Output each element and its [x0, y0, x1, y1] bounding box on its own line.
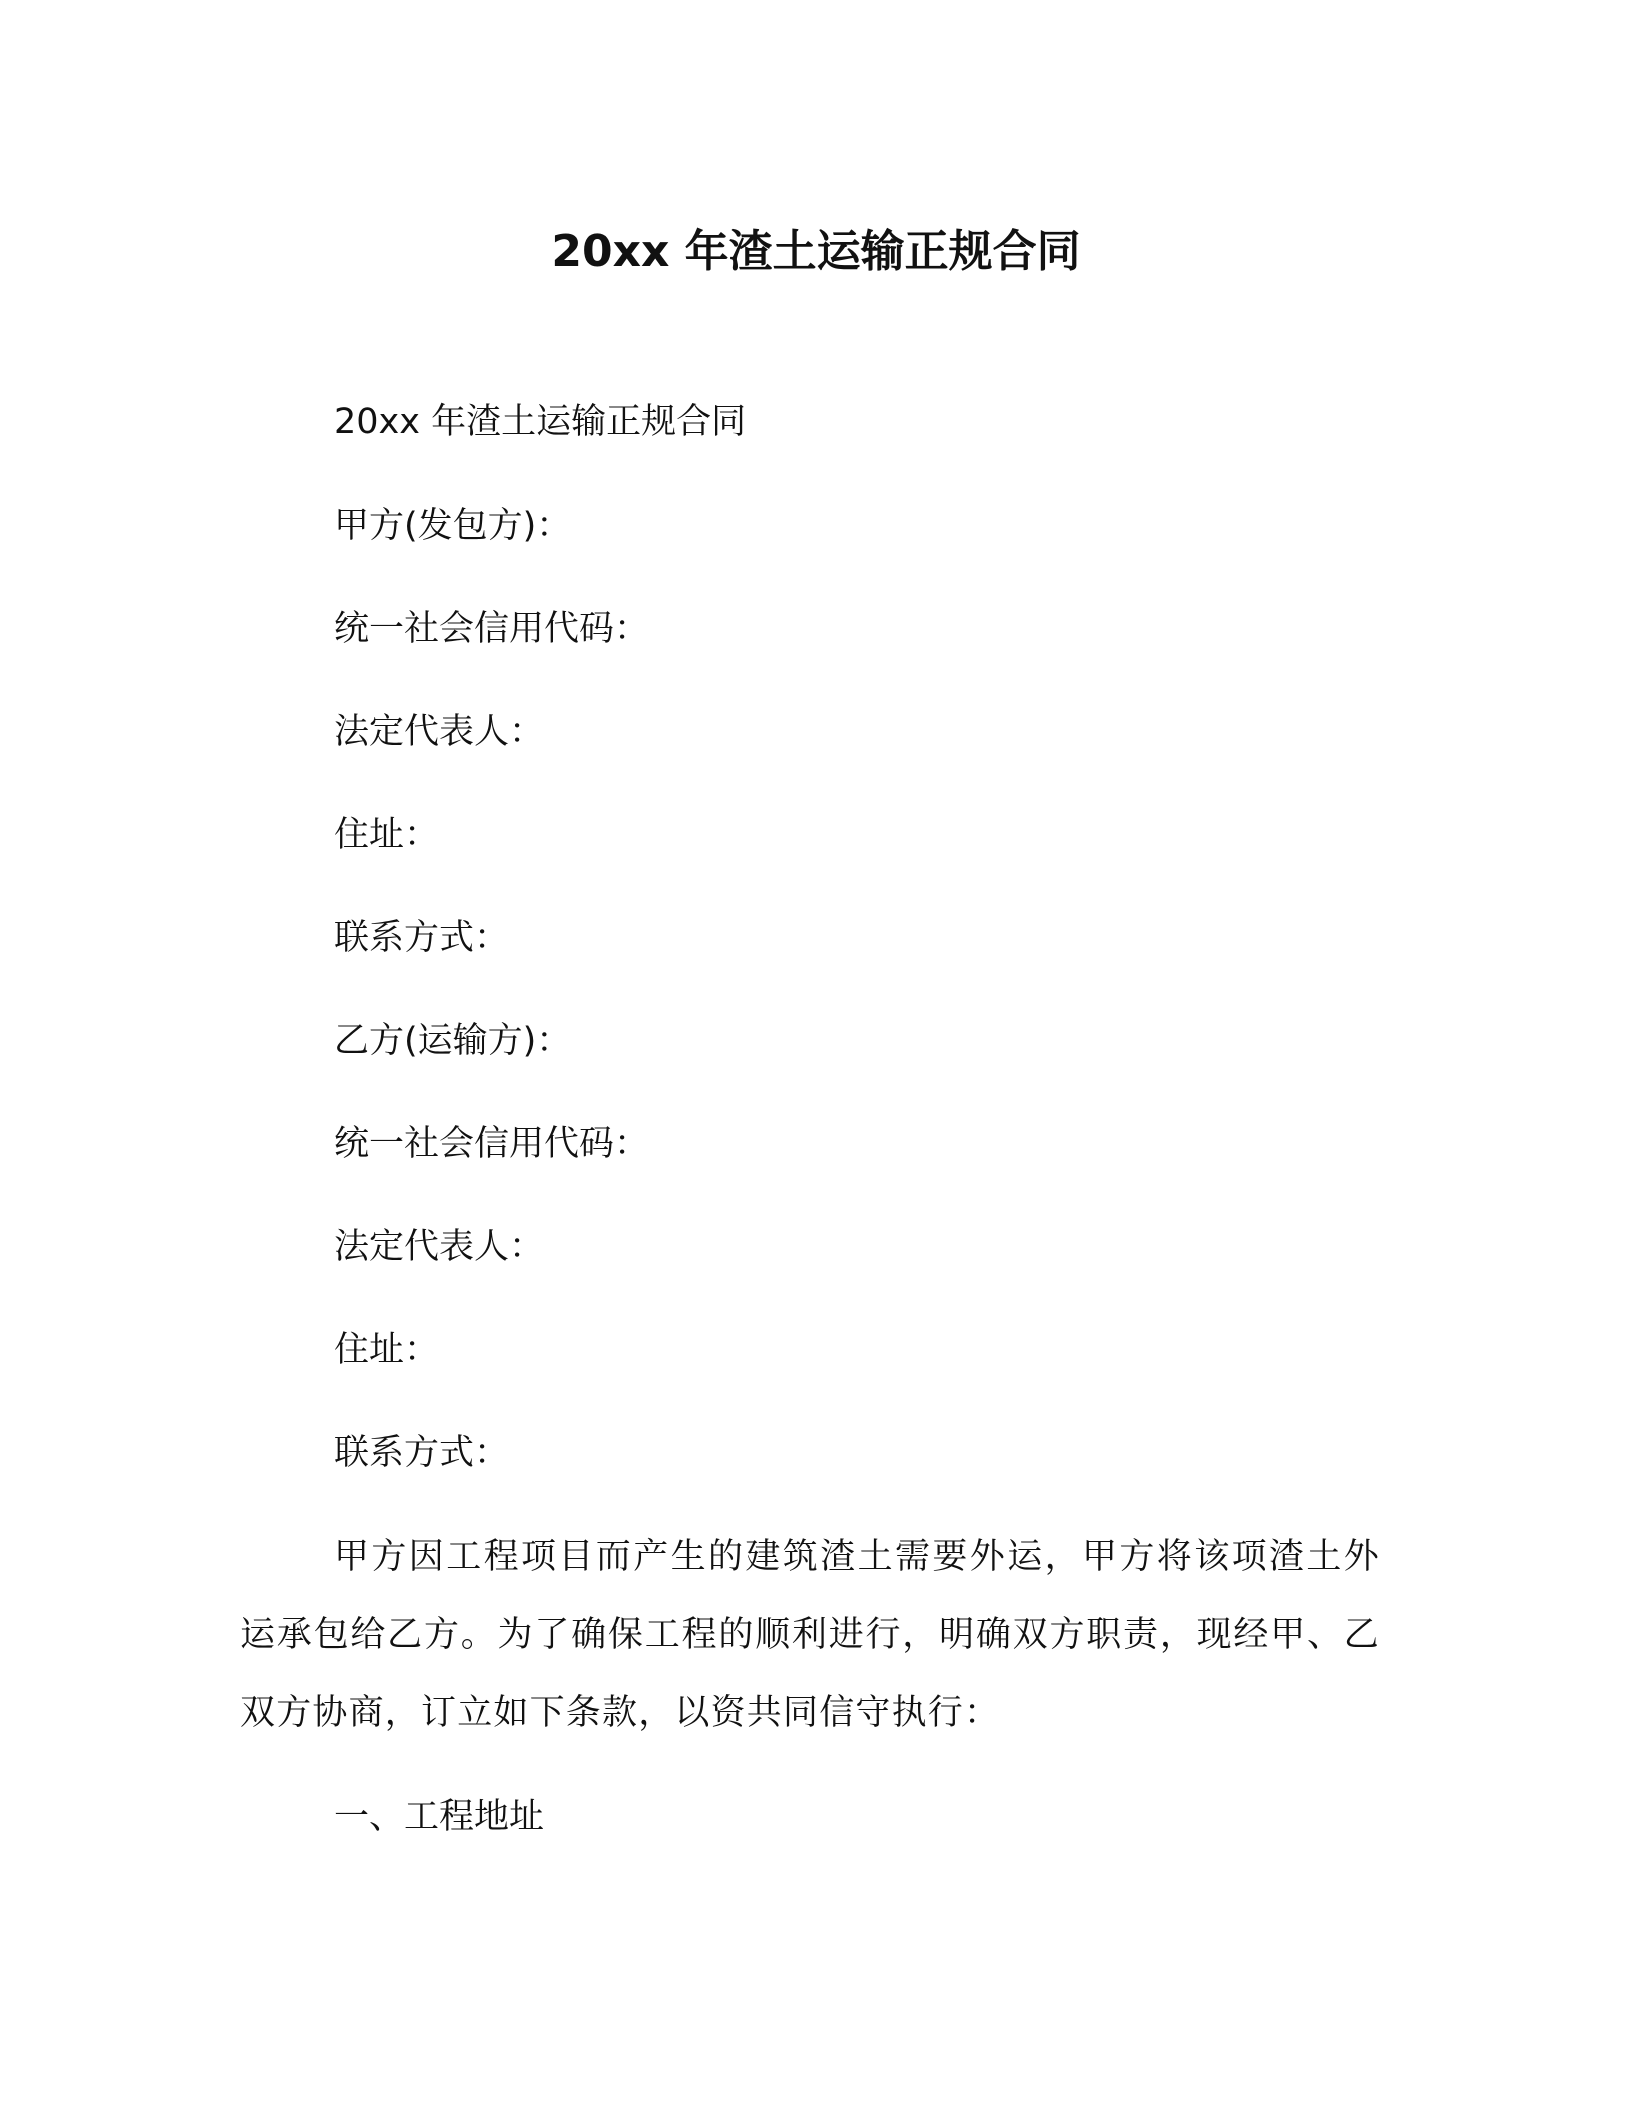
party-b-legal-rep-label: 法定代表人： — [334, 1227, 545, 1267]
party-b-label: 乙方(运输方)： — [334, 1021, 572, 1061]
party-a-contact-label: 联系方式： — [334, 918, 510, 958]
party-b-credit-code-label: 统一社会信用代码： — [334, 1124, 650, 1164]
party-a-address-label: 住址： — [334, 815, 440, 855]
party-a-label: 甲方(发包方)： — [334, 506, 572, 546]
party-a-legal-rep-label: 法定代表人： — [334, 712, 545, 752]
party-b-contact-label: 联系方式： — [334, 1433, 510, 1473]
document-title: 20xx 年渣土运输正规合同 — [551, 226, 1081, 277]
party-a-credit-code-label: 统一社会信用代码： — [334, 609, 650, 649]
intro-paragraph: 甲方因工程项目而产生的建筑渣土需要外运，甲方将该项渣土外运承包给乙方。为了确保工程的顺利进行，明确双方职责，现经甲、乙双方协商，订立如下条款，以资共同信守执行： — [240, 1537, 1380, 1733]
party-b-address-label: 住址： — [334, 1330, 440, 1370]
contract-name-line: 20xx 年渣土运输正规合同 — [334, 402, 747, 442]
section-heading-project-address: 一、工程地址 — [334, 1797, 545, 1837]
